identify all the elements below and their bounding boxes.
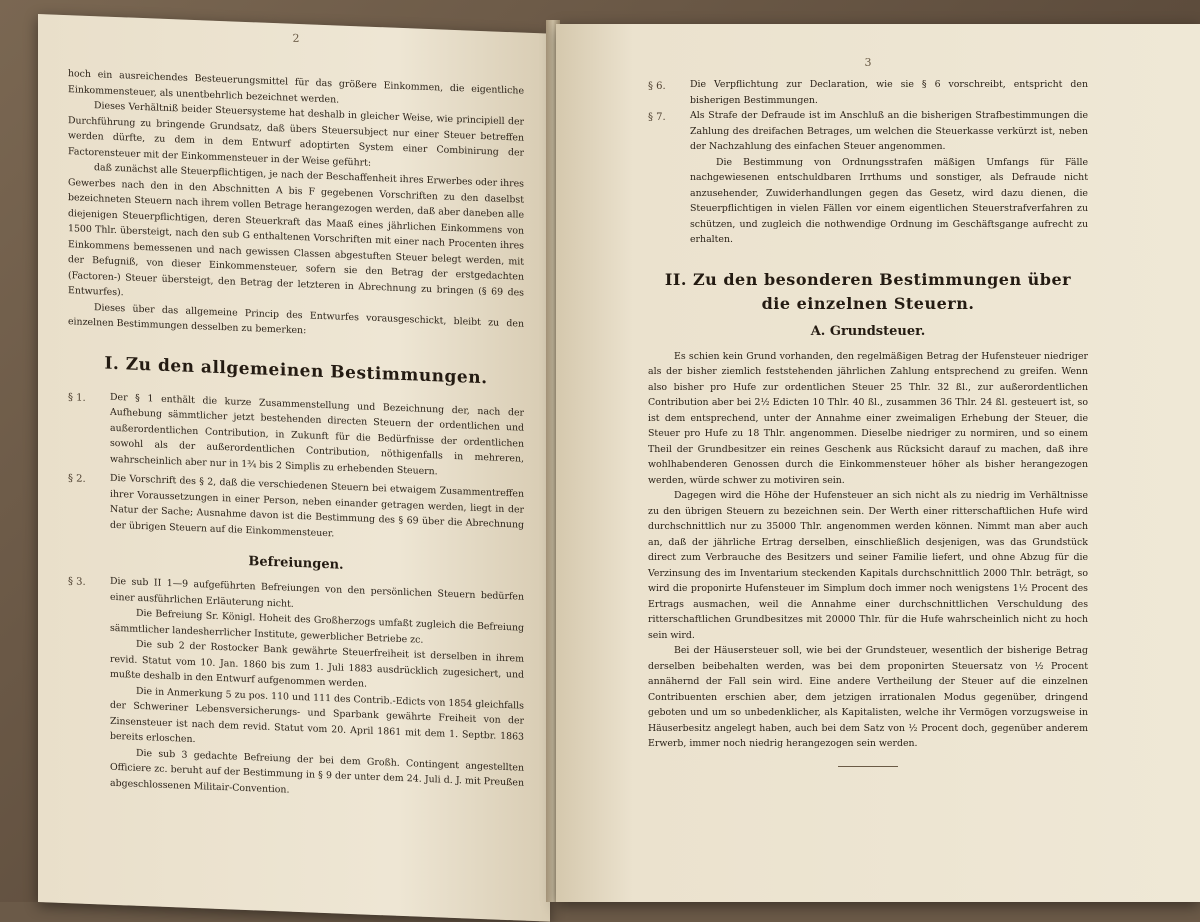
subheading-land-tax: A. Grundsteuer. (810, 323, 926, 339)
left-page (38, 14, 550, 922)
declaration-sections (648, 77, 1088, 248)
paragraph-section (648, 108, 1088, 155)
section-heading-special: II. Zu den besonderen Bestimmungen über die einzelnen Steuern. (664, 269, 1072, 313)
intro-paragraph: Dieses über das allgemeine Princip des Entwurfes vorausgeschickt, bleibt zu den einzelnen Bestimmungen desselben zu bemerken: (68, 301, 524, 337)
section-text: Der § 1 enthält die kurze Zusammenstellung und Bezeichnung der, nach der Aufhebung sämmtlicher jetzt bestehenden directen Steuern der ordentlichen und außerordentlichen Contribution, in Zukunft für die Bedürfnisse der ordentlichen sowohl als der außerordentlichen Contribution, nöthigenfalls in mehreren, wahrscheinlich aber nur in 1¾ bis 2 Simplis zu erhebenden Steuern. (110, 391, 524, 477)
subheading-exemptions: Befreiungen. (248, 554, 344, 573)
section-label: § 6. (648, 81, 666, 92)
exemption-paragraph: Die in Anmerkung 5 zu pos. 110 und 111 des Contrib.-Edicts von 1854 gleichfalls der Schweriner Lebensversicherungs- und Sparbank gewährte Freiheit von der Zinsensteuer ist nach dem revid. Statut vom 20. April 1861 mit dem 1. Septbr. 1863 bereits erloschen. (110, 685, 524, 746)
section-label: § 3. (68, 576, 86, 588)
intro-paragraph: daß zunächst alle Steuerpflichtigen, je nach der Beschaffenheit ihres Erwerbes oder ihres Gewerbes nach den in den Abschnitten A bis F gegebenen Vorschriften zu den daselbst bezeichneten Steuern nach ihrem vollen Betrage herangezogen werden, daß aber daneben alle diejenigen Steuerpflichtigen, deren Steuerkraft das Maaß eines jährlichen Einkommens von 1500 Thlr. übersteigt, nach den sub G enthaltenen Vorschriften mit einer nach Procenten ihres Einkommens bemessenen und nach gewissen Classen abgestuften Steuer belegt werden, mit der Befugniß, von dieser Einkommensteuer, sofern sie den Betrag der erstgedachten (Factoren-) Steuer übersteigt, den Betrag der letzteren in Abrechnung zu bringen (§ 69 des Entwurfes). (68, 162, 524, 299)
section-text: Als Strafe der Defraude ist im Anschluß an die bisherigen Strafbestimmungen die Zahlung des dreifachen Betrages, um welchen die Steuerkasse verkürzt ist, neben der Nachzahlung des einfachen Steuer angenommen. (690, 110, 1088, 152)
paragraph-section (648, 77, 1088, 108)
body-paragraph: Dagegen wird die Höhe der Hufensteuer an sich nicht als zu niedrig im Verhältnisse zu den übrigen Steuern zu bezeichnen sein. Der Werth einer ritterschaftlichen Hufe wird durchschnittlich nur zu 35000 Thlr. angenommen werden können. Nimmt man aber auch an, daß der jährliche Ertrag derselben, einschließlich desjenigen, was das Grundstück direct zum Verbrauche des Besitzers und seiner Familie liefert, und ohne Abzug für die Verzinsung des im Inventarium steckenden Kapitals durchschnittlich 2000 Thlr. beträgt, so wird die proponirte Hufensteuer im Simplum doch immer noch wenigstens 1½ Procent des Ertrags ausmachen, weil die Annahme einer durchschnittlichen Verschuldung des ritterschaftlichen Grundbesitzes mit 20000 Thlr. für die Hufe wahrscheinlich nicht zu hoch sein wird. (648, 490, 1088, 641)
paragraph-section (68, 388, 524, 483)
section-text: Die Vorschrift des § 2, daß die verschiedenen Steuern bei etwaigem Zusammentreffen ihrer Voraussetzungen in einer Person, neben einander getragen werden, liegt in der Natur der Sache; Ausnahme davon ist die Bestimmung des § 69 über die Abrechnung der übrigen Steuern auf die Einkommensteuer. (110, 472, 524, 539)
page-number-right: 3 (864, 56, 872, 69)
exemption-paragraph: Die sub 2 der Rostocker Bank gewährte Steuerfreiheit ist derselben in ihrem revid. Statut vom 10. Jan. 1860 bis zum 1. Juli 1883 ausdrücklich zugesichert, und mußte deshalb in den Entwurf aufgenommen werden. (110, 638, 524, 690)
section-label: § 1. (68, 391, 86, 404)
right-page (556, 24, 1200, 902)
section-heading-general: I. Zu den allgemeinen Bestimmungen. (104, 353, 488, 388)
page-number-left: 2 (292, 31, 300, 46)
general-sections (68, 388, 524, 549)
exemption-paragraph: Die Befreiung Sr. Königl. Hoheit des Großherzogs umfaßt zugleich die Befreiung sämmtlicher landesherrlicher Institute, gewerblicher Betriebe zc. (110, 607, 524, 646)
intro-paragraph: Dieses Verhältniß beider Steuersysteme hat deshalb in gleicher Weise, wie principiell der Durchführung zu bringende Grundsatz, daß übers Steuersubject nur einer Steuer betreffen werden dürfte, zu dem in dem Entwurf adoptirten System einer Combinirung der Factorensteuer mit der Einkommensteuer in der Weise geführt: (68, 100, 524, 169)
exemption-sections (68, 572, 524, 807)
paragraph-section (68, 469, 524, 549)
section-label: § 7. (648, 112, 666, 123)
body-paragraph: Bei der Häusersteuer soll, wie bei der Grundsteuer, wesentlich der bisherige Betrag derselben beibehalten werden, was bei dem proponirten Steuersatz von ½ Procent annähernd der Fall sein wird. Eine andere Vertheilung der Steuer auf die einzelnen Contribuenten erschien aber, dem jetzigen irrationalen Modus gegenüber, dringend geboten und um so unbedenklicher, als Kapitalisten, welche ihr Vermögen vorzugsweise in Häuserbesitz angelegt haben, auch bei dem Satz von ½ Procent doch, gegenüber anderem Erwerb, immer noch niedrig herangezogen sein werden. (648, 645, 1088, 749)
land-tax-text (648, 349, 1088, 752)
section-text: Die sub II 1—9 aufgeführten Befreiungen von den persönlichen Steuern bedürfen einer ausführlichen Erläuterung nicht. (110, 575, 524, 610)
section-text: Die Verpflichtung zur Declaration, wie sie § 6 vorschreibt, entspricht den bisherigen Bestimmungen. (690, 79, 1088, 106)
closing-rule (838, 766, 898, 767)
intro-text (68, 66, 524, 347)
body-paragraph: Es schien kein Grund vorhanden, den regelmäßigen Betrag der Hufensteuer niedriger als der bisher ziemlich feststehenden jährlichen Zahlung entsprechend zu greifen. Wenn also bisher pro Hufe zur ordentlichen Steuer 25 Thlr. 32 ßl., zur außerordentlichen Contribution aber bei 2½ Edicten 10 Thlr. 40 ßl., zusammen 36 Thlr. 24 ßl. gesteuert ist, so ist dem entsprechend, unter der Annahme einer zweimaligen Erhebung der Steuer, die Steuer pro Hufe zu 18 Thlr. angenommen. Dieselbe niedriger zu normiren, und so einem Theil der Grundbesitzer ein reines Geschenk aus Rücksicht darauf zu machen, daß ihre wohlhabenderen Genossen durch die Einkommensteuer höher als bisher herangezogen werden, würde schwer zu motiviren sein. (648, 350, 1088, 486)
section-paragraph: Die Bestimmung von Ordnungsstrafen mäßigen Umfangs für Fälle nachgewiesenen entschuldbaren Irrthums und sonstiger, als Defraude nicht anzusehender, Zuwiderhandlungen gegen das Gesetz, wird dazu dienen, die Steuerpflichtigen in vielen Fällen vor einem eigentlichen Steuerstrafverfahren zu schützen, und zugleich die nothwendige Ordnung im Geschäftsgange aufrecht zu erhalten. (690, 156, 1088, 245)
section-label: § 2. (68, 473, 86, 485)
intro-paragraph: hoch ein ausreichendes Besteuerungsmittel für das größere Einkommen, die eigentliche Einkommensteuer, als unentbehrlich bezeichnet werden. (68, 68, 524, 106)
exemption-paragraph: Die sub 3 gedachte Befreiung der bei dem Großh. Contingent angestellten Officiere zc. beruht auf der Bestimmung in § 9 der unter dem 24. Juli d. J. mit Preußen abgeschlossenen Militair-Convention. (110, 747, 524, 796)
